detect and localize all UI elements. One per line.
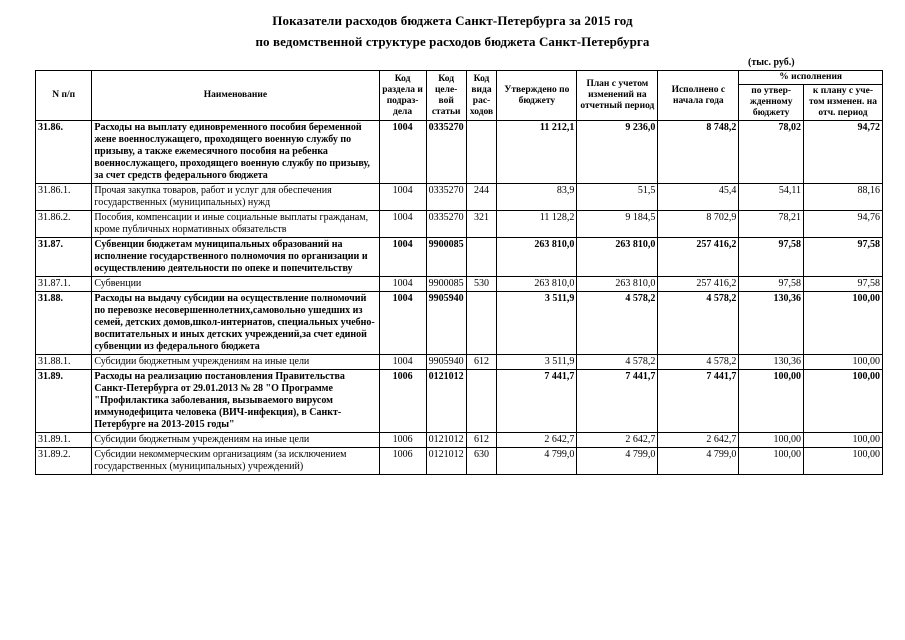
row-name: Пособия, компенсации и иные социальные выплаты гражданам, кроме публичных нормативных обязательств — [92, 211, 379, 238]
row-section-code: 1004 — [379, 184, 426, 211]
header-plan: План с учетом изменений на отчетный период — [577, 71, 658, 121]
row-number: 31.89.2. — [36, 448, 92, 475]
row-name: Расходы на выплату единовременного пособия беременной жене военнослужащего, проходящего военную службу по призыву, а также ежемесячного пособия на ребенка военнослужащего, проходящего военную службу по призыву, за счет средств федерального бюджета — [92, 121, 379, 184]
row-approved: 83,9 — [497, 184, 577, 211]
header-target: Код целе-вой статьи — [426, 71, 466, 121]
row-name: Субсидии бюджетным учреждениям на иные цели — [92, 433, 379, 448]
row-plan: 7 441,7 — [577, 370, 658, 433]
row-plan: 4 799,0 — [577, 448, 658, 475]
row-plan: 51,5 — [577, 184, 658, 211]
row-type-code: 612 — [466, 355, 497, 370]
row-section-code: 1006 — [379, 370, 426, 433]
row-target-code: 0121012 — [426, 448, 466, 475]
row-pct-plan: 100,00 — [803, 448, 882, 475]
row-number: 31.87. — [36, 238, 92, 277]
row-target-code: 0335270 — [426, 211, 466, 238]
row-pct-plan: 100,00 — [803, 370, 882, 433]
row-section-code: 1004 — [379, 121, 426, 184]
report-subtitle: по ведомственной структуре расходов бюджета Санкт-Петербурга — [255, 34, 650, 49]
row-name: Субсидии некоммерческим организациям (за исключением государственных (муниципальных) учреждений) — [92, 448, 379, 475]
table-body — [36, 121, 883, 475]
row-done: 8 702,9 — [658, 211, 739, 238]
row-pct-approved: 97,58 — [739, 238, 804, 277]
header-type: Код вида рас-ходов — [466, 71, 497, 121]
header-section: Код раздела и подраз-дела — [379, 71, 426, 121]
row-section-code: 1006 — [379, 433, 426, 448]
row-pct-approved: 130,36 — [739, 355, 804, 370]
row-plan: 2 642,7 — [577, 433, 658, 448]
table-row — [36, 211, 883, 238]
row-approved: 263 810,0 — [497, 238, 577, 277]
row-name: Расходы на выдачу субсидии на осуществление полномочий по перевозке несовершеннолетних,самовольно ушедших из семей, детских домов,школ-интернатов, специальных учебно-воспитательных и иных детских учреждений,за счет единой субвенции из федерального бюджета — [92, 292, 379, 355]
row-section-code: 1006 — [379, 448, 426, 475]
table-row — [36, 370, 883, 433]
row-done: 7 441,7 — [658, 370, 739, 433]
header-pct-approved: по утвер-жденному бюджету — [739, 85, 804, 121]
row-approved: 7 441,7 — [497, 370, 577, 433]
row-section-code: 1004 — [379, 292, 426, 355]
row-type-code: 530 — [466, 277, 497, 292]
row-pct-plan: 100,00 — [803, 355, 882, 370]
row-pct-plan: 94,72 — [803, 121, 882, 184]
row-pct-approved: 100,00 — [739, 448, 804, 475]
row-target-code: 9900085 — [426, 277, 466, 292]
row-plan: 4 578,2 — [577, 292, 658, 355]
header-row — [36, 71, 883, 85]
unit-label: (тыс. руб.) — [748, 57, 795, 68]
row-pct-plan: 100,00 — [803, 433, 882, 448]
row-section-code: 1004 — [379, 211, 426, 238]
row-approved: 2 642,7 — [497, 433, 577, 448]
row-section-code: 1004 — [379, 355, 426, 370]
row-type-code: 630 — [466, 448, 497, 475]
row-number: 31.89. — [36, 370, 92, 433]
header-pct-plan: к плану с уче-том изменен. на отч. период — [803, 85, 882, 121]
row-pct-approved: 78,02 — [739, 121, 804, 184]
row-target-code: 0121012 — [426, 370, 466, 433]
row-number: 31.86. — [36, 121, 92, 184]
row-done: 257 416,2 — [658, 277, 739, 292]
row-done: 257 416,2 — [658, 238, 739, 277]
budget-table — [35, 70, 883, 475]
row-plan: 4 578,2 — [577, 355, 658, 370]
row-type-code — [466, 292, 497, 355]
row-done: 4 578,2 — [658, 355, 739, 370]
row-name: Прочая закупка товаров, работ и услуг для обеспечения государственных (муниципальных) нужд — [92, 184, 379, 211]
row-type-code: 612 — [466, 433, 497, 448]
table-row — [36, 184, 883, 211]
row-plan: 9 236,0 — [577, 121, 658, 184]
row-section-code: 1004 — [379, 277, 426, 292]
row-name: Расходы на реализацию постановления Правительства Санкт-Петербурга от 29.01.2013 № 28 "О Программе "Профилактика заболевания, вызываемого вирусом иммунодефицита человека (ВИЧ-инфекция), в Санкт-Петербурге на 2013-2015 годы" — [92, 370, 379, 433]
row-type-code: 244 — [466, 184, 497, 211]
row-number: 31.86.1. — [36, 184, 92, 211]
row-approved: 11 212,1 — [497, 121, 577, 184]
header-num: N п/п — [36, 71, 92, 121]
table-row — [36, 355, 883, 370]
row-done: 4 578,2 — [658, 292, 739, 355]
row-type-code — [466, 238, 497, 277]
row-pct-approved: 78,21 — [739, 211, 804, 238]
row-number: 31.86.2. — [36, 211, 92, 238]
row-plan: 9 184,5 — [577, 211, 658, 238]
row-section-code: 1004 — [379, 238, 426, 277]
row-target-code: 9905940 — [426, 355, 466, 370]
row-pct-approved: 130,36 — [739, 292, 804, 355]
header-pct-group: % исполнения — [739, 71, 883, 85]
row-done: 45,4 — [658, 184, 739, 211]
table-row — [36, 448, 883, 475]
row-number: 31.88.1. — [36, 355, 92, 370]
row-pct-approved: 100,00 — [739, 433, 804, 448]
row-pct-plan: 97,58 — [803, 238, 882, 277]
row-pct-approved: 54,11 — [739, 184, 804, 211]
row-type-code: 321 — [466, 211, 497, 238]
row-done: 2 642,7 — [658, 433, 739, 448]
row-approved: 263 810,0 — [497, 277, 577, 292]
table-row — [36, 238, 883, 277]
header-approved: Утверждено по бюджету — [497, 71, 577, 121]
row-number: 31.89.1. — [36, 433, 92, 448]
row-target-code: 0335270 — [426, 184, 466, 211]
row-type-code — [466, 121, 497, 184]
table-row — [36, 433, 883, 448]
row-pct-plan: 94,76 — [803, 211, 882, 238]
row-pct-approved: 97,58 — [739, 277, 804, 292]
row-pct-plan: 88,16 — [803, 184, 882, 211]
row-number: 31.88. — [36, 292, 92, 355]
row-plan: 263 810,0 — [577, 238, 658, 277]
row-target-code: 0121012 — [426, 433, 466, 448]
row-approved: 11 128,2 — [497, 211, 577, 238]
row-done: 4 799,0 — [658, 448, 739, 475]
table-row — [36, 121, 883, 184]
row-number: 31.87.1. — [36, 277, 92, 292]
row-target-code: 9905940 — [426, 292, 466, 355]
row-approved: 3 511,9 — [497, 292, 577, 355]
row-done: 8 748,2 — [658, 121, 739, 184]
row-target-code: 9900085 — [426, 238, 466, 277]
table-row — [36, 277, 883, 292]
row-approved: 4 799,0 — [497, 448, 577, 475]
row-name: Субсидии бюджетным учреждениям на иные цели — [92, 355, 379, 370]
header-name: Наименование — [92, 71, 379, 121]
row-name: Субвенции — [92, 277, 379, 292]
header-done: Исполнено с начала года — [658, 71, 739, 121]
row-target-code: 0335270 — [426, 121, 466, 184]
row-name: Субвенции бюджетам муниципальных образований на исполнение государственного полномочия по организации и осуществлению деятельности по опеке и попечительству — [92, 238, 379, 277]
row-type-code — [466, 370, 497, 433]
report-title: Показатели расходов бюджета Санкт-Петербурга за 2015 год — [272, 13, 633, 28]
row-pct-plan: 97,58 — [803, 277, 882, 292]
row-pct-plan: 100,00 — [803, 292, 882, 355]
row-approved: 3 511,9 — [497, 355, 577, 370]
row-pct-approved: 100,00 — [739, 370, 804, 433]
row-plan: 263 810,0 — [577, 277, 658, 292]
table-row — [36, 292, 883, 355]
